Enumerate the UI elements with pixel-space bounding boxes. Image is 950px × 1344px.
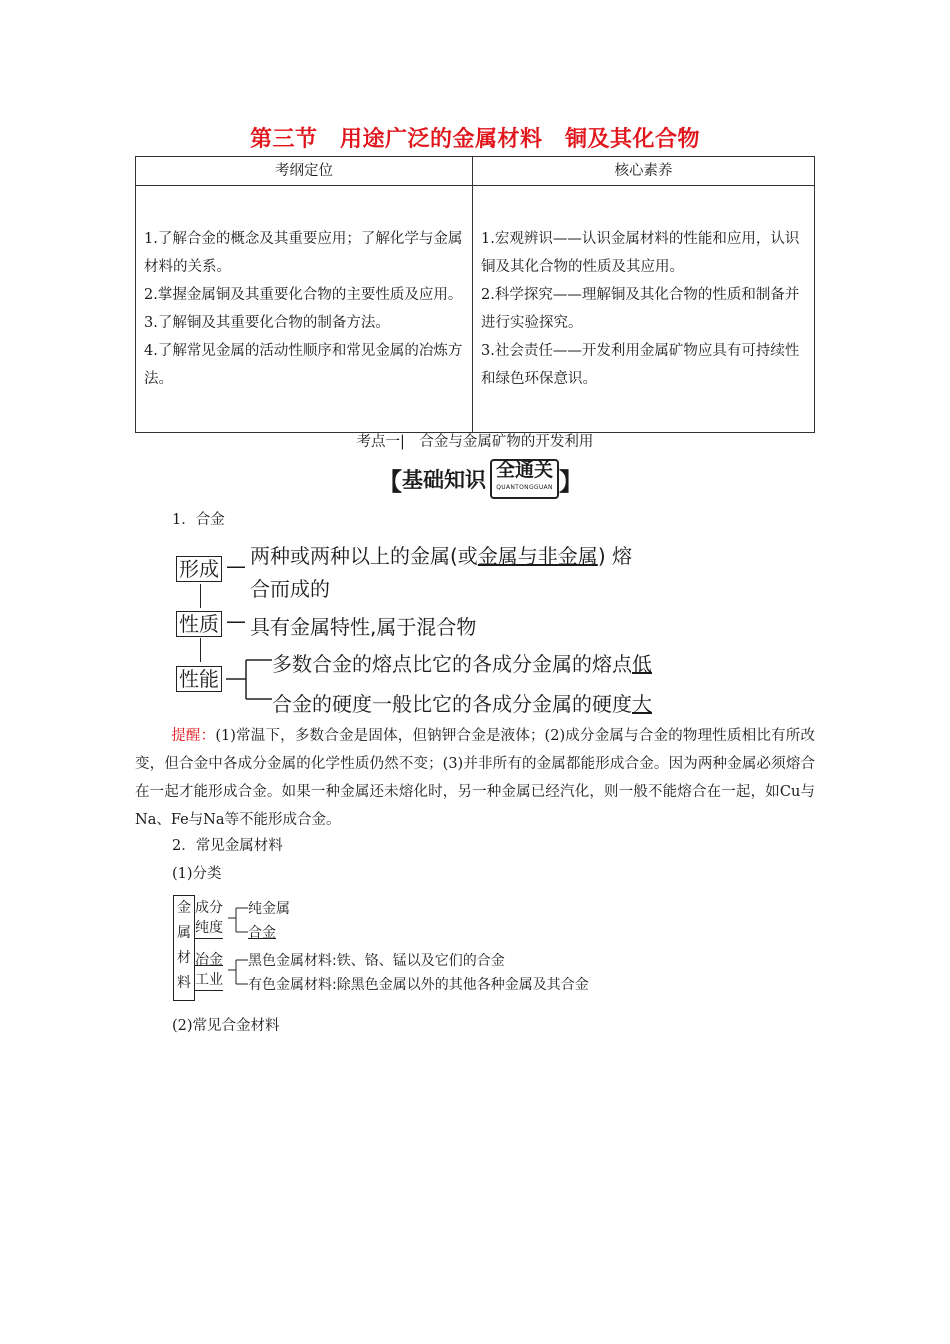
nonferrous-metals: 有色金属材料:除黑色金属以外的其他各种金属及其合金 [248,977,589,993]
banner-text: 基础知识 [402,468,486,492]
property-label: 性质 [176,611,222,637]
col2-header: 核心素养 [473,157,815,186]
reminder-paragraph [135,722,815,834]
connector-line [200,584,201,608]
banner-left-bracket: 【 [378,467,402,496]
outline-item: 4.了解常见金属的活动性顺序和常见金属的冶炼方法。 [144,343,463,387]
banner-pill-text: 全通关 [496,459,554,481]
item-1-heading: 1．合金 [172,512,225,528]
root-box: 金 属 材 料 [173,895,195,1001]
outline-cell [136,186,473,433]
connector-line [200,638,201,662]
performance-melting: 多数合金的熔点比它的各成分金属的熔点低 [272,652,652,676]
melting-answer: 低 [632,652,652,676]
item-2-2-heading: (2)常见合金材料 [172,1018,280,1034]
industry-node: 冶金 工业 [195,950,223,991]
reminder-label: 提醒： [171,728,216,744]
banner-pill-sub: QUANTONGGUAN [496,484,553,491]
formation-label: 形成 [176,556,222,582]
objectives-table [135,156,815,433]
section-heading: 考点一| 合金与金属矿物的开发利用 [356,434,594,450]
literacy-item: 2.科学探究——理解铜及其化合物的性质和制备并进行实验探究。 [481,287,800,331]
basic-knowledge-banner [378,459,584,496]
purity-node: 成分 纯度 [195,898,223,939]
formation-line2: 合而成的 [250,577,330,601]
hardness-answer: 大 [632,692,652,716]
performance-hardness: 合金的硬度一般比它的各成分金属的硬度大 [272,692,652,716]
outline-item: 3.了解铜及其重要化合物的制备方法。 [144,315,390,331]
performance-label: 性能 [176,666,222,692]
pure-metal: 纯金属 [248,901,290,917]
dash: — [226,554,246,578]
classification-brackets [228,898,250,998]
formation-text: 两种或两种以上的金属(或金属与非金属) 熔 [250,544,632,568]
outline-item: 1.了解合金的概念及其重要应用；了解化学与金属材料的关系。 [144,231,463,275]
ferrous-metals: 黑色金属材料:铁、铬、锰以及它们的合金 [248,953,505,969]
alloy-answer: 合金 [248,925,276,941]
banner-pill [490,459,559,499]
reminder-text: (1)常温下，多数合金是固体，但钠钾合金是液体；(2)成分金属与合金的物理性质相比有所改变，但合金中各成分金属的化学性质仍然不变；(3)并非所有的金属都能形成合金。因为两种金属必须熔合在一起才能形成合金。如果一种金属还未熔化时，另一种金属已经汽化，则一般不能熔合在一起，如Cu与Na、Fe与Na等不能形成合金。 [135,728,816,828]
literacy-cell [473,186,815,433]
page-title: 第三节 用途广泛的金属材料 铜及其化合物 [249,127,700,152]
literacy-item: 1.宏观辨识——认识金属材料的性能和应用，认识铜及其化合物的性质及其应用。 [481,231,800,275]
item-2-1-heading: (1)分类 [172,866,222,882]
item-2-heading: 2．常见金属材料 [172,838,283,854]
col1-header: 考纲定位 [136,157,473,186]
literacy-item: 3.社会责任——开发利用金属矿物应具有可持续性和绿色环保意识。 [481,343,800,387]
formation-answer: 金属与非金属 [477,544,598,568]
branch-bracket [224,650,274,710]
property-text: 具有金属特性,属于混合物 [250,615,477,639]
dash: — [226,609,246,633]
banner-right-bracket: 】 [559,467,584,496]
outline-item: 2.掌握金属铜及其重要化合物的主要性质及应用。 [144,287,463,303]
